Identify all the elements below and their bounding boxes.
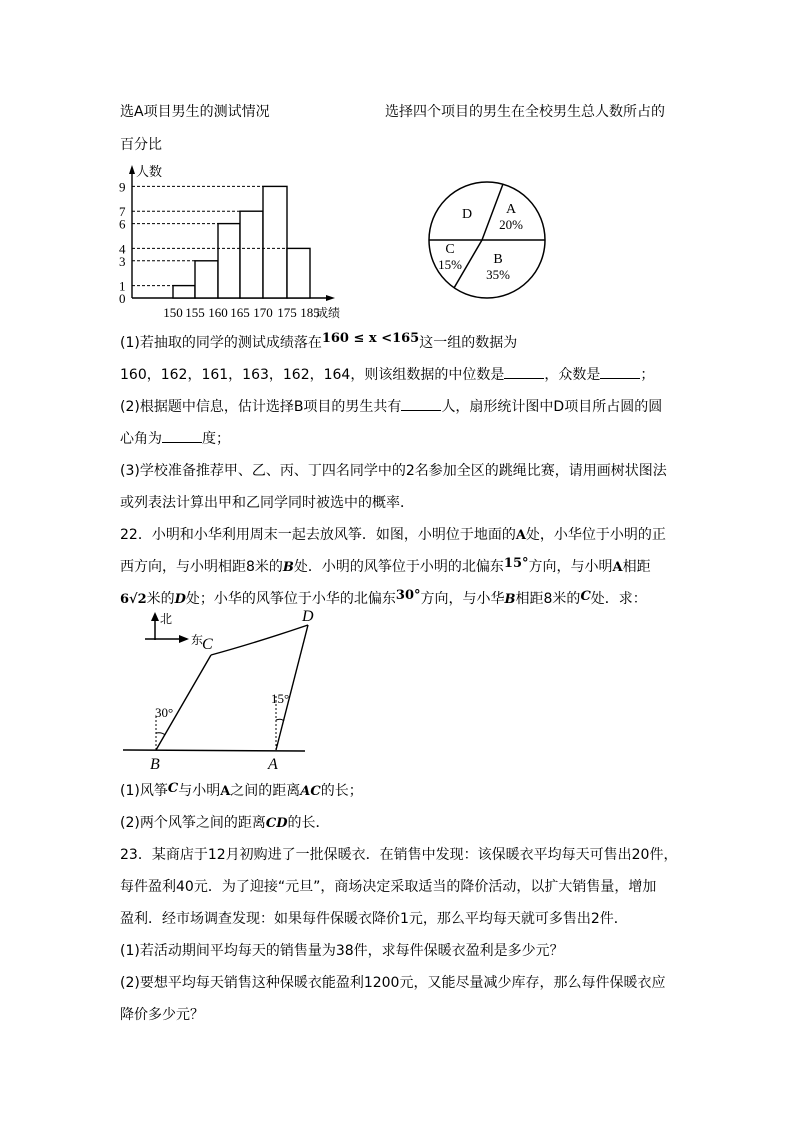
angle-arc-b (156, 733, 165, 735)
q21-p1-end: ； (640, 367, 655, 383)
point-d-label: D (174, 592, 186, 607)
q21-part3-line2: 或列表法计算出甲和乙同学同时被选中的概率． (120, 495, 414, 511)
q22-q1-text: 之间的距离 (230, 783, 301, 799)
q21-p2-text-a: (2)根据题中信息，估计选择B项目的男生共有 (120, 399, 402, 415)
x-tick-label: 175 (277, 305, 297, 320)
y-tick-label: 6 (119, 216, 126, 232)
q21-part2-line2 (120, 430, 230, 448)
segment-ad (276, 625, 308, 750)
y-tick-label: 7 (119, 204, 126, 220)
segment-cd-label: CD (265, 816, 288, 831)
q21-p1-inequality: 160 ≤ x <165 (321, 331, 420, 346)
q22-l3-b: 处；小华的风筝位于小华的北偏东 (185, 591, 396, 607)
q23-line1: 23．某商店于12月初购进了一批保暖衣．在销售中发现：该保暖衣平均每天可售出20件， (120, 847, 678, 863)
q22-line2 (120, 558, 651, 577)
q22-l3-e: 处．求： (590, 591, 647, 607)
q22-q1-a: (1)风筝 (120, 783, 168, 799)
q22-l3-d: 相距8米的 (515, 591, 581, 607)
median-answer-blank[interactable] (504, 366, 544, 379)
q22-l1-b: 处，小华位于小明的正 (525, 527, 666, 543)
x-tick-label: 155 (185, 305, 205, 320)
north-arrow-head (151, 612, 159, 621)
q22-q1-point-a: A (220, 784, 231, 799)
b-count-answer-blank[interactable] (401, 398, 441, 411)
y-tick-label: 1 (119, 278, 126, 294)
north-label: 北 (160, 612, 173, 626)
q23-question2-line1: (2)要想平均每天销售这种保暖衣能盈利1200元，又能尽量减少库存，那么每件保暖衣应 (120, 975, 666, 991)
segment-bc (156, 655, 211, 750)
q21-p1-prefix: (1)若抽取的同学的测试成绩落在 (120, 335, 322, 351)
q22-l2-c: 方向，与小明 (528, 559, 613, 575)
q22-l3-c: 方向，与小华 (420, 591, 505, 607)
q22-q2-a: (2)两个风筝之间的距离 (120, 815, 266, 831)
x-axis-arrow (326, 295, 335, 301)
q21-p1-data-text: 160，162，161，163，162，164，则该组数据的中位数是 (120, 367, 505, 383)
histogram-caption: 选A项目男生的测试情况 (120, 104, 270, 120)
x-tick-label: 185 (300, 305, 320, 320)
angle-15-label: 15° (503, 556, 529, 571)
q21-p2-text-b: 人，扇形统计图中D项目所占圆的圆 (441, 399, 663, 415)
histogram-bar (287, 248, 310, 298)
east-label: 东 (191, 633, 204, 647)
q22-l2-d: 相距 (622, 559, 651, 575)
kite-geometry-figure (115, 605, 335, 775)
q22-q1-b: 与小明 (178, 783, 221, 799)
pie-slice-percent-b: 35% (486, 267, 510, 282)
x-tick-label: 165 (230, 305, 250, 320)
ground-line (123, 750, 305, 751)
x-tick-label: 160 (208, 305, 228, 320)
x-axis-label: 成绩 (316, 306, 341, 320)
label-c: C (202, 636, 213, 653)
q22-l2-a: 西方向，与小明相距8米的 (120, 559, 283, 575)
point-a-label-2: A (612, 560, 623, 575)
q21-part1-line1 (120, 331, 518, 353)
q22-line1 (120, 526, 666, 545)
histogram-bar (218, 224, 240, 298)
pie-caption: 选择四个项目的男生在全校男生总人数所占的 (385, 104, 665, 120)
histogram-bar (240, 211, 263, 298)
q21-part2-line1 (120, 398, 662, 416)
q22-q1-c: C (167, 781, 179, 796)
point-c-label: C (580, 589, 591, 604)
q22-q2-end: 的长． (287, 815, 330, 831)
q21-p2-text-d: 度； (202, 431, 230, 447)
mode-answer-blank[interactable] (600, 366, 640, 379)
q21-part3-line1: (3)学校准备推荐甲、乙、丙、丁四名同学中的2名参加全区的跳绳比赛，请用画树状图法 (120, 463, 667, 479)
q23-line3: 盈利．经市场调查发现：如果每件保暖衣降价1元，那么平均每天就可多售出2件． (120, 911, 628, 927)
y-tick-label: 3 (119, 253, 126, 269)
pie-slice-percent-a: 20% (499, 217, 523, 232)
q21-p2-text-c: 心角为 (120, 431, 162, 447)
q21-part1-line2 (120, 366, 654, 384)
pie-slice-label-b: B (493, 252, 503, 267)
pie-slice-label-a: A (505, 202, 517, 217)
q22-q1-end: 的长； (320, 783, 363, 799)
histogram-bar (195, 261, 218, 298)
point-a-label: A (515, 528, 526, 543)
q23-question1: (1)若活动期间平均每天的销售量为38件，求每件保暖衣盈利是多少元？ (120, 943, 564, 959)
y-axis-label: 人数 (136, 164, 163, 179)
pie-slice-label-d: D (461, 207, 473, 222)
label-a: A (268, 756, 278, 773)
q23-question2-line2: 降价多少元？ (120, 1007, 204, 1023)
segment-ac-label: AC (300, 784, 321, 799)
label-d: D (302, 608, 314, 625)
distance-6root2: 6√2 (120, 592, 147, 607)
q23-line2: 每件盈利40元．为了迎接“元旦”，商场决定采取适当的降价活动，以扩大销售量，增加 (120, 879, 657, 895)
east-arrow-head (179, 635, 189, 643)
q22-question2 (120, 814, 329, 833)
pie-chart (420, 170, 560, 310)
q21-p1-mode-text: ，众数是 (544, 367, 601, 383)
point-b-label: B (282, 560, 294, 575)
histogram-chart (110, 162, 350, 322)
d-angle-answer-blank[interactable] (162, 430, 202, 443)
q22-l2-b: 处．小明的风筝位于小明的北偏东 (293, 559, 504, 575)
histogram-bar (173, 286, 195, 298)
pie-caption-continued: 百分比 (120, 137, 162, 153)
segment-cd (211, 625, 308, 655)
point-b-label-2: B (504, 592, 516, 607)
label-b: B (150, 756, 160, 773)
pie-slice-label-c: C (445, 242, 455, 257)
x-tick-label: 150 (163, 305, 183, 320)
q21-p1-suffix: 这一组的数据为 (419, 335, 518, 351)
x-tick-label: 170 (253, 305, 273, 320)
q22-l1-a: 22．小明和小华利用周末一起去放风筝．如图，小明位于地面的 (120, 527, 516, 543)
y-tick-label: 0 (119, 291, 126, 306)
q22-question1 (120, 782, 363, 801)
y-tick-label: 9 (119, 179, 126, 195)
q22-l3-a: 米的 (146, 591, 175, 607)
angle-a-label: 15° (271, 691, 290, 706)
y-tick-label: 4 (119, 241, 126, 257)
pie-slice-percent-c: 15% (438, 257, 462, 272)
angle-b-label: 30° (155, 705, 174, 720)
y-axis-arrow (129, 165, 135, 174)
histogram-bar (263, 186, 287, 298)
angle-30-label: 30° (395, 588, 421, 603)
